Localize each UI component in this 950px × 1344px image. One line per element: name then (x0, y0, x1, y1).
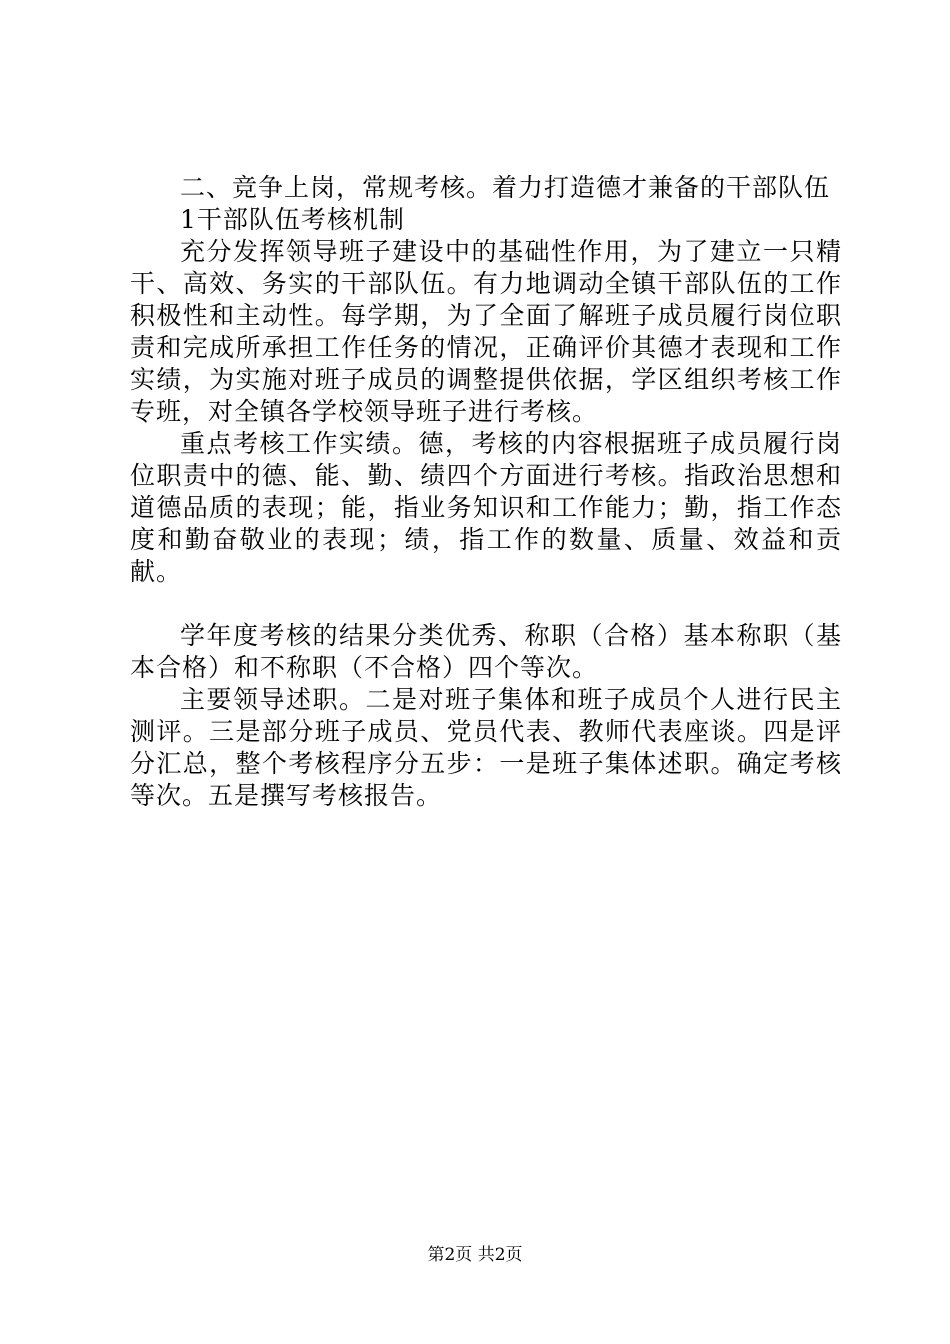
document-body (130, 172, 842, 812)
subsection-heading: 1干部队伍考核机制 (180, 205, 405, 234)
section-heading: 二、竞争上岗，常规考核。着力打造德才兼备的干部队伍 (180, 173, 831, 202)
page-number-footer: 第2页 共2页 (427, 1245, 523, 1265)
paragraph: 充分发挥领导班子建设中的基础性作用，为了建立一只精干、高效、务实的干部队伍。有力地调动全镇干部队伍的工作积极性和主动性。每学期，为了全面了解班子成员履行岗位职责和完成所承担工作任务的情况，正确评价其德才表现和工作实绩，为实施对班子成员的调整提供依据，学区组织考核工作专班，对全镇各学校领导班子进行考核。 (130, 237, 842, 426)
paragraph: 重点考核工作实绩。德，考核的内容根据班子成员履行岗位职责中的德、能、勤、绩四个方面进行考核。指政治思想和道德品质的表现；能，指业务知识和工作能力；勤，指工作态度和勤奋敬业的表现；绩，指工作的数量、质量、效益和贡献。 (130, 429, 842, 586)
paragraph: 主要领导述职。二是对班子集体和班子成员个人进行民主测评。三是部分班子成员、党员代表、教师代表座谈。四是评分汇总，整个考核程序分五步：一是班子集体述职。确定考核等次。五是撰写考核报告。 (130, 685, 842, 810)
paragraph: 学年度考核的结果分类优秀、称职（合格）基本称职（基本合格）和不称职（不合格）四个等次。 (130, 621, 842, 682)
